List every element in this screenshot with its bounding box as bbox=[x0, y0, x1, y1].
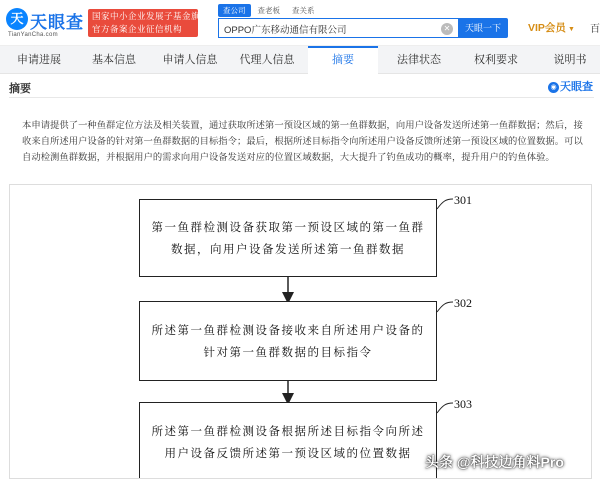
search-tab-company[interactable]: 查公司 bbox=[218, 4, 251, 17]
tab-legal-status[interactable]: 法律状态 bbox=[397, 54, 441, 66]
search-tab-relation[interactable]: 查关系 bbox=[292, 6, 315, 15]
logo-subtitle: TianYanCha.com bbox=[8, 32, 58, 38]
search-input-value: OPPO广东移动通信有限公司 bbox=[224, 25, 347, 36]
flow-step-302 bbox=[139, 301, 437, 381]
search-tab-boss[interactable]: 查老板 bbox=[257, 6, 280, 15]
tab-basic-info[interactable]: 基本信息 bbox=[92, 54, 136, 66]
flow-step-301-text: 第一鱼群检测设备获取第一预设区域的第一鱼群数据，向用户设备发送所述第一鱼群数据 bbox=[151, 220, 425, 256]
ref-number-302: 302 bbox=[454, 296, 472, 310]
leader-302 bbox=[437, 302, 453, 312]
section-divider bbox=[9, 97, 594, 98]
vip-menu[interactable] bbox=[528, 20, 575, 35]
header-more-link[interactable]: 百 bbox=[590, 24, 600, 35]
watermark: 头条 @科技边角料Pro bbox=[425, 454, 564, 470]
gov-badge bbox=[88, 9, 210, 37]
clear-icon[interactable]: ✕ bbox=[441, 23, 453, 35]
ref-number-301: 301 bbox=[454, 193, 472, 207]
patent-nav-tabs bbox=[0, 46, 600, 74]
abstract-figure bbox=[9, 184, 592, 479]
leader-301 bbox=[437, 199, 453, 209]
flow-step-303-text: 所述第一鱼群检测设备根据所述目标指令向所述用户设备反馈所述第一预设区域的位置数据 bbox=[151, 424, 425, 460]
abstract-text: 本申请提供了一种鱼群定位方法及相关装置，通过获取所述第一预设区域的第一鱼群数据，向用户设备发送所述第一鱼群数据；然后，接收来自所述用户设备的针对第一鱼群数据的目标指令；最后，根据所述目标指令向所述用户设备反馈所述第一预设区域的位置数据。可以自动检测鱼群数据，并根据用户的需求向用户设备发送对应的位置区域数据，大大提升了钓鱼成功的概率，提升用户的钓鱼体验。 bbox=[22, 120, 583, 162]
ref-number-303: 303 bbox=[454, 397, 472, 411]
tab-abstract[interactable]: 摘要 bbox=[308, 46, 378, 74]
chevron-down-icon: ▼ bbox=[567, 26, 575, 33]
flow-step-301 bbox=[139, 199, 437, 277]
tab-agent-info[interactable]: 代理人信息 bbox=[239, 54, 295, 66]
search-input[interactable] bbox=[218, 18, 458, 38]
vip-label: VIP会员 bbox=[528, 22, 566, 34]
tab-description[interactable]: 说明书 bbox=[553, 54, 587, 66]
leader-303 bbox=[437, 403, 453, 413]
logo-mark-icon: 天 bbox=[6, 8, 28, 30]
section-brand-text: 天眼查 bbox=[560, 81, 593, 93]
logo-text: 天眼查 bbox=[30, 13, 84, 32]
tab-applicant-info[interactable]: 申请人信息 bbox=[162, 54, 218, 66]
flow-step-303 bbox=[139, 402, 437, 479]
gov-badge-line2: 官方备案企业征信机构 bbox=[92, 24, 183, 34]
search-button[interactable]: 天眼一下 bbox=[458, 18, 508, 38]
tab-application-progress[interactable]: 申请进展 bbox=[17, 54, 61, 66]
section-brand-logo bbox=[548, 78, 593, 94]
section-title: 摘要 bbox=[9, 83, 31, 95]
gov-badge-line1: 国家中小企业发展子基金旗下 bbox=[92, 11, 210, 21]
brand-eye-icon: ◉ bbox=[548, 82, 559, 93]
top-header bbox=[0, 0, 600, 46]
tianyancha-logo[interactable] bbox=[6, 6, 86, 40]
flow-step-302-text: 所述第一鱼群检测设备接收来自所述用户设备的针对第一鱼群数据的目标指令 bbox=[151, 323, 425, 359]
search-type-tabs bbox=[218, 4, 320, 18]
tab-claims[interactable]: 权利要求 bbox=[474, 54, 518, 66]
